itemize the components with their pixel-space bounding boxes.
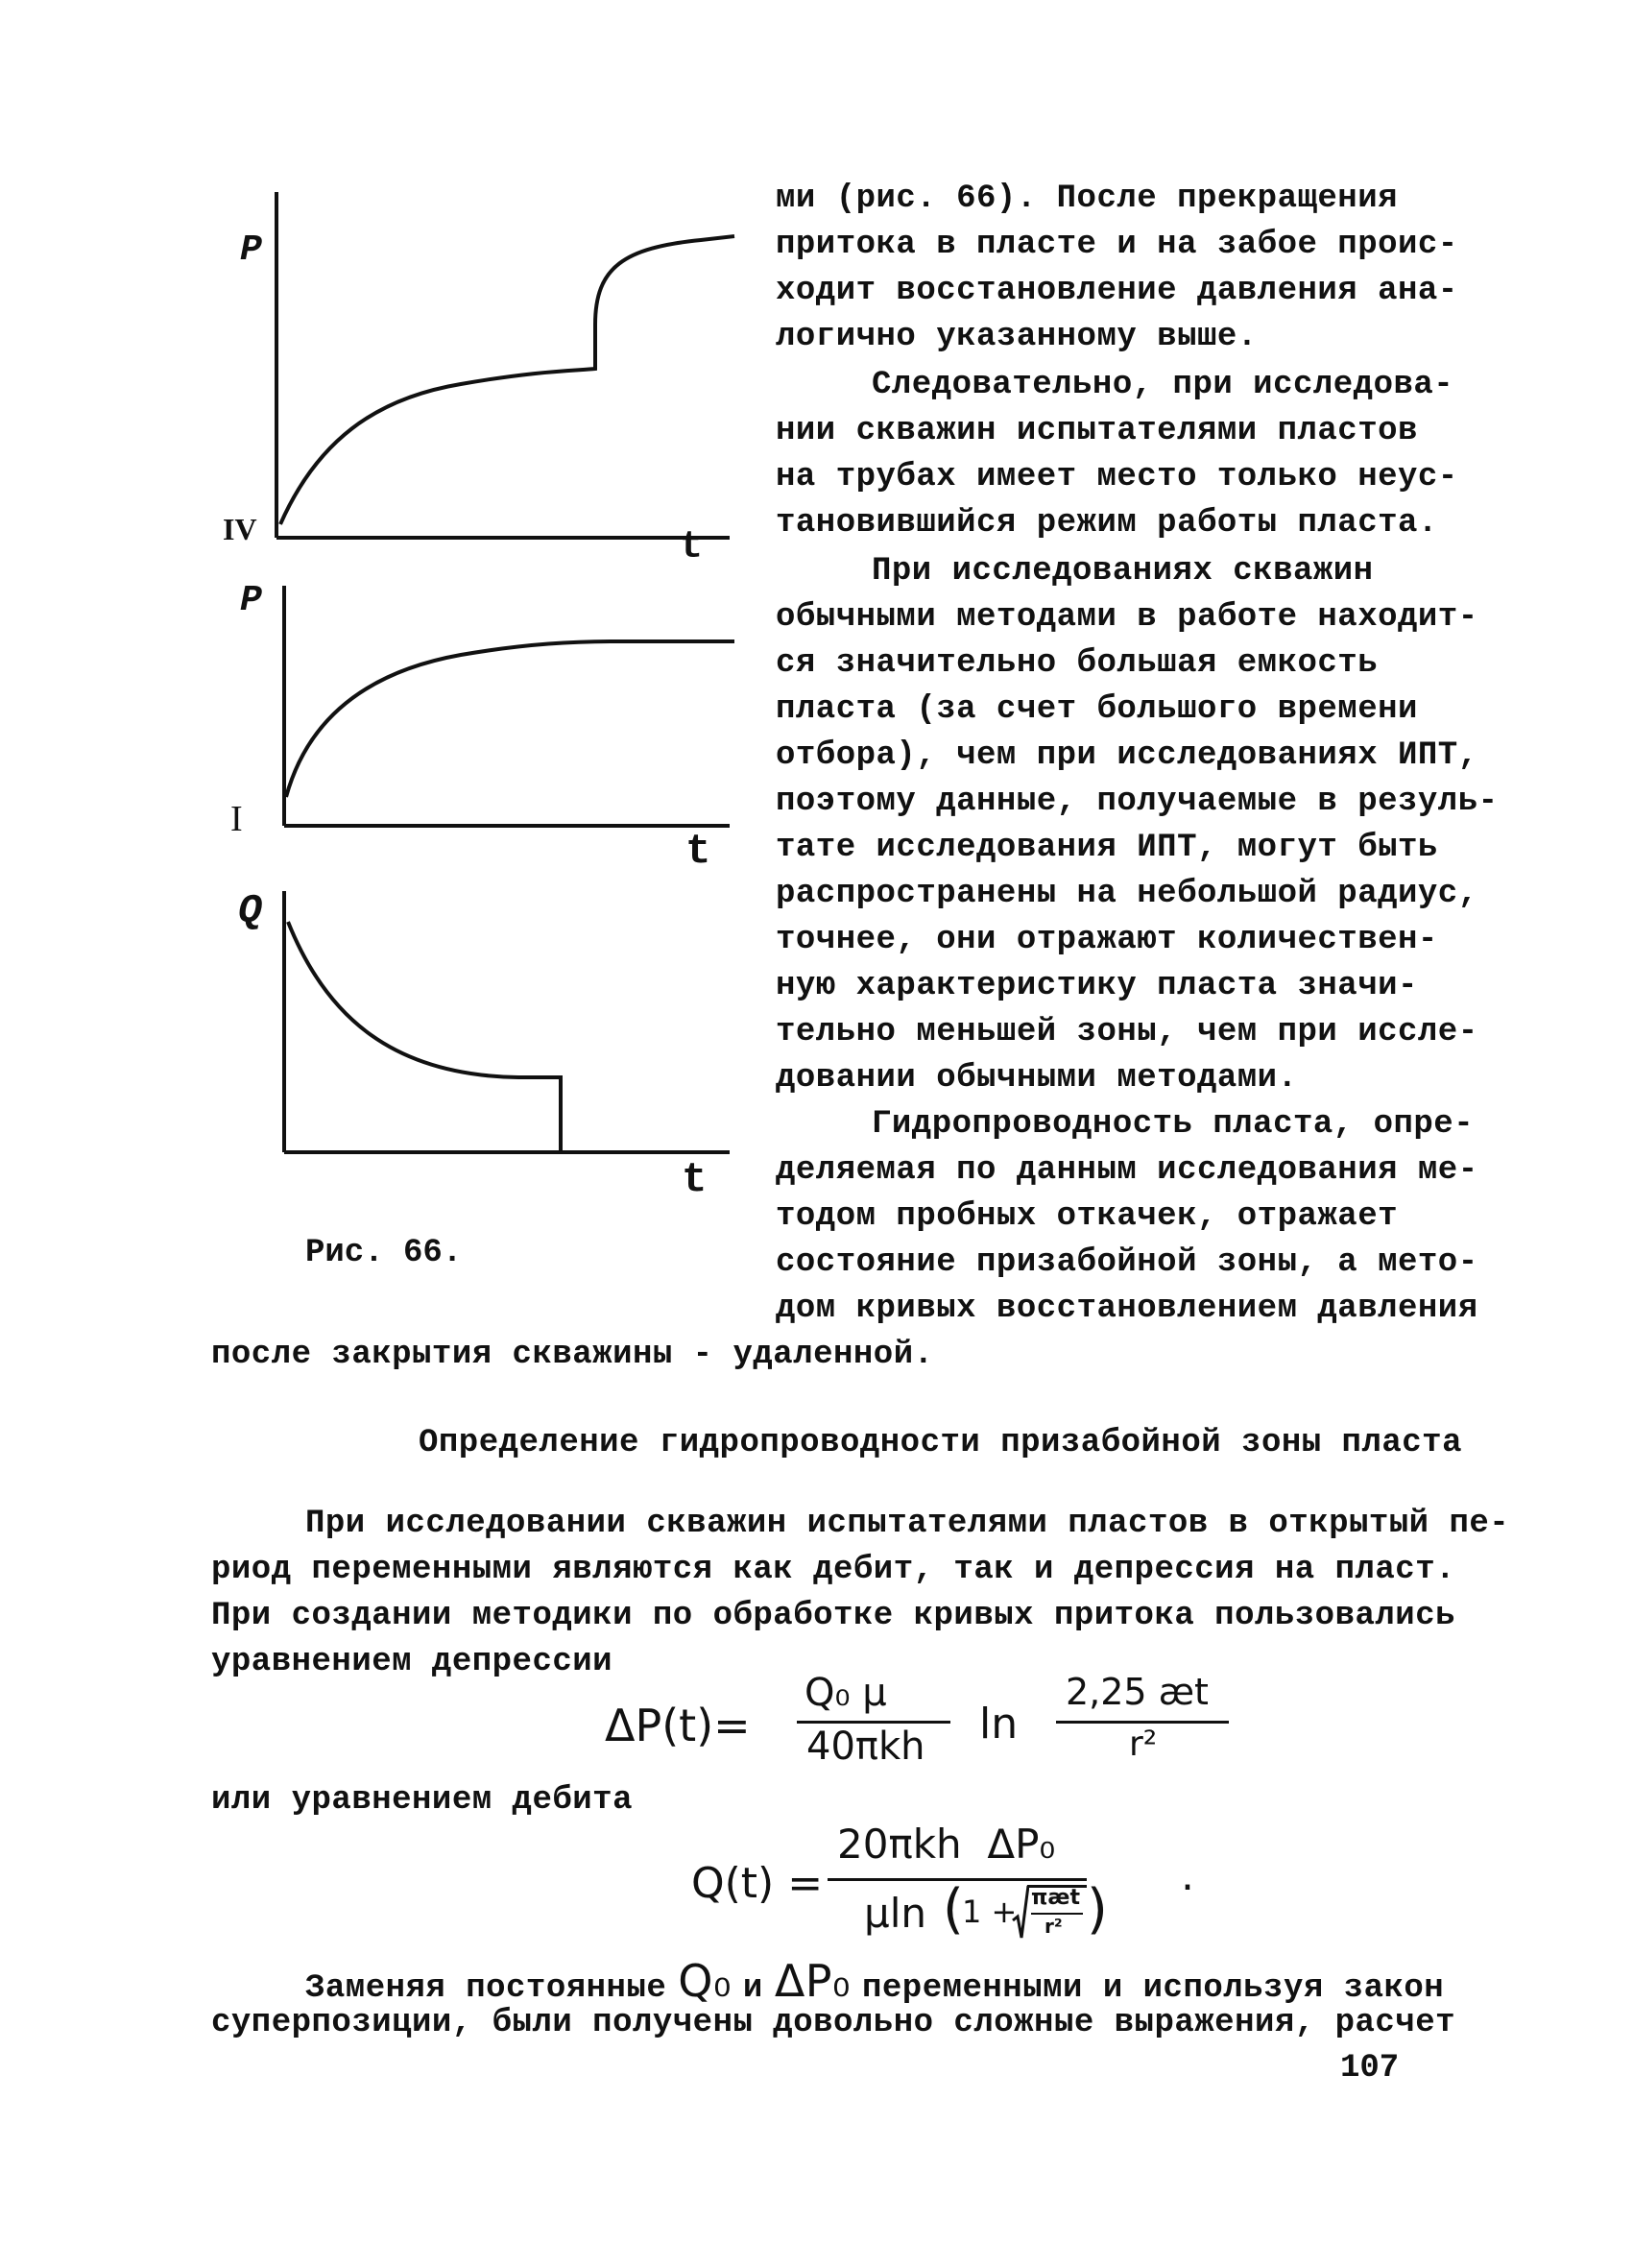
formula1-fraction-bar-1 [797, 1721, 950, 1724]
formula1-num2: 2,25 æt [1066, 1671, 1209, 1713]
panel-top [276, 192, 734, 538]
text-line: логично указанному выше. [776, 319, 1258, 355]
text-line: тельно меньшей зоны, чем при иссле- [776, 1014, 1478, 1050]
text-line: распространены на небольшой радиус, [776, 876, 1478, 912]
text-line: дом кривых восстановлением давления [776, 1291, 1478, 1327]
panel-bot-curve [288, 922, 561, 1152]
text-line: тановившийся режим работы пласта. [776, 505, 1438, 542]
panel-mid-y-label: P [240, 580, 262, 621]
symbol-delta-p0: ΔP₀ [774, 1955, 851, 2007]
figure-caption: Рис. 66. [305, 1235, 463, 1271]
text-line: ходит восстановление давления ана- [776, 273, 1458, 309]
formula1-den1: 40πkh [806, 1725, 925, 1769]
text-line: При исследованиях скважин [872, 553, 1374, 590]
text-line: Гидропроводность пласта, опре- [872, 1106, 1475, 1143]
panel-bot-y-label: Q [238, 888, 263, 934]
panel-top-x-label: t [680, 526, 704, 569]
formula2-sqrt-num: πæt [1031, 1886, 1080, 1910]
panel-mid [284, 586, 734, 826]
text-line: нии скважин испытателями пластов [776, 413, 1418, 449]
formula1-den2: r² [1129, 1725, 1158, 1764]
page-number: 107 [1340, 2050, 1400, 2087]
text-segment: переменными и используя закон [861, 1970, 1445, 2007]
panel-mid-roman-label: I [230, 799, 243, 839]
text-line: Следовательно, при исследова- [872, 367, 1454, 403]
text-line: ную характеристику пласта значи- [776, 968, 1418, 1004]
text-line: уравнением депрессии [211, 1644, 613, 1680]
formula-depression [605, 1671, 1277, 1776]
formula2-dot: . [1181, 1851, 1194, 1900]
text-line: тодом пробных откачек, отражает [776, 1198, 1399, 1235]
text-segment: и [742, 1970, 763, 2007]
formula2-paren-open: ( [943, 1878, 964, 1941]
formula1-lhs: ΔP(t)= [605, 1700, 751, 1751]
formula2-one-plus: 1 + [962, 1894, 1018, 1930]
formula1-num1: Q₀ μ [804, 1671, 887, 1715]
text-segment: Заменяя постоянные [305, 1970, 667, 2007]
text-line: или уравнением дебита [211, 1782, 633, 1819]
text-line: ми (рис. 66). После прекращения [776, 181, 1399, 217]
text-line: поэтому данные, получаемые в резуль- [776, 784, 1499, 820]
text-line: риод переменными являются как дебит, так и депрессия на пласт. [211, 1552, 1456, 1588]
text-line: притока в пласте и на забое проис- [776, 227, 1458, 263]
text-line: суперпозиции, были получены довольно сложные выражения, расчет [211, 2005, 1456, 2041]
text-line: после закрытия скважины - удаленной. [211, 1337, 934, 1373]
text-line: на трубах имеет место только неус- [776, 459, 1458, 495]
text-line: пласта (за счет большого времени [776, 691, 1418, 728]
formula2-sqrt-den: r² [1045, 1915, 1063, 1938]
formula1-fraction-bar-2 [1056, 1721, 1229, 1724]
text-line: При создании методики по обработке кривых притока пользовались [211, 1598, 1456, 1634]
text-line: При исследовании скважин испытателями пластов в открытый пе- [305, 1506, 1510, 1542]
text-line: состояние призабойной зоны, а мето- [776, 1244, 1478, 1281]
panel-mid-curve [286, 641, 734, 797]
panel-top-y-label: P [240, 229, 262, 271]
text-line: тате исследования ИПТ, могут быть [776, 830, 1438, 866]
symbol-q0: Q₀ [678, 1955, 732, 2007]
panel-top-roman-label: IV [223, 512, 257, 546]
text-line: деляемая по данным исследования ме- [776, 1152, 1478, 1189]
panel-bot [284, 891, 730, 1152]
panel-top-curve [280, 236, 734, 524]
formula2-num: 20πkh ΔP₀ [837, 1821, 1056, 1868]
formula2-den-prefix: μln [864, 1890, 927, 1937]
formula1-ln: ln [979, 1700, 1019, 1749]
panel-bot-x-label: t [682, 1156, 708, 1204]
panel-mid-x-label: t [685, 828, 711, 876]
text-line: обычными методами в работе находит- [776, 599, 1478, 636]
text-line [305, 1955, 1444, 2007]
text-line: довании обычными методами. [776, 1060, 1298, 1097]
text-line: точнее, они отражают количествен- [776, 922, 1438, 958]
figure-66 [211, 192, 749, 1277]
section-title: Определение гидропроводности призабойной зоны пласта [419, 1425, 1462, 1461]
text-line: отбора), чем при исследованиях ИПТ, [776, 737, 1478, 774]
formula-flowrate [691, 1821, 1229, 1955]
formula2-paren-close: ) [1087, 1878, 1108, 1941]
formula2-sqrt-sign [1012, 1884, 1029, 1942]
formula2-lhs: Q(t) = [691, 1859, 824, 1908]
text-line: ся значительно большая емкость [776, 645, 1379, 682]
